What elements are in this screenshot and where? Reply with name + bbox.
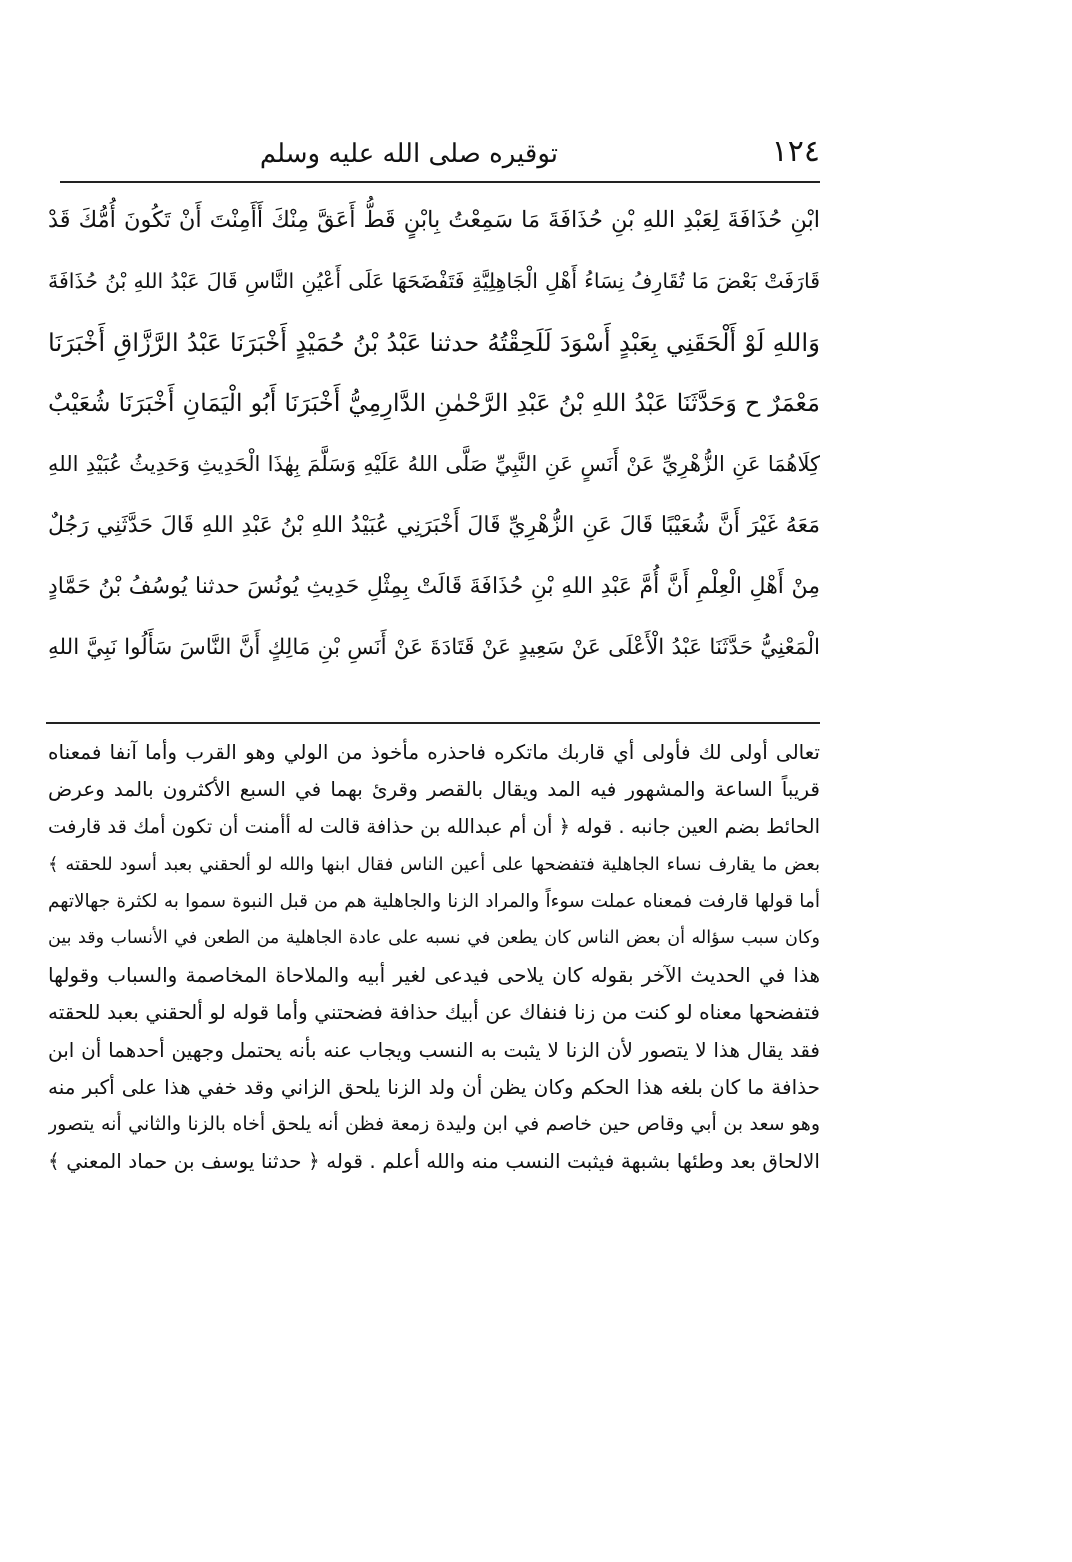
- commentary-line: تعالى أولى لك فأولى أي قاربك ماتكره فاحذره مأخوذ من الولي وهو القرب وأما آنفا فمعناه: [48, 740, 820, 764]
- commentary-line: وهو سعد بن أبي وقاص حين خاصم في ابن وليدة زمعة فظن أنه يلحق أخاه بالزنا والثاني أنه يتصور: [48, 1112, 820, 1135]
- page-header: [60, 128, 820, 178]
- hadith-line: الْمَعْنِيُّ حَدَّثَنَا عَبْدُ الْأَعْلَى عَنْ سَعِيدٍ عَنْ قَتَادَةَ عَنْ أَنَسِ بْنِ مَالِكٍ أَنَّ النَّاسَ سَأَلُوا نَبِيَّ اللهِ: [48, 635, 820, 660]
- commentary-line: الالحاق بعد وطئها بشبهة فيثبت النسب منه والله أعلم . قوله ﴿ حدثنا يوسف بن حماد المعني ﴾: [48, 1149, 820, 1174]
- header-rule: [60, 181, 820, 183]
- hadith-line: ابْنِ حُذَافَةَ لِعَبْدِ اللهِ بْنِ حُذَافَةَ مَا سَمِعْتُ بِابْنٍ قَطُّ أَعَقَّ مِنْكَ أَأَمِنْتَ أَنْ تَكُونَ أُمُّكَ قَدْ: [48, 207, 820, 233]
- hadith-line: كِلَاهُمَا عَنِ الزُّهْرِيِّ عَنْ أَنَسٍ عَنِ النَّبِيِّ صَلَّى اللهُ عَلَيْهِ وَسَلَّمَ بِهٰذَا الْحَدِيثِ وَحَدِيثُ عُبَيْدِ اللهِ: [48, 452, 820, 476]
- commentary-divider: [46, 722, 820, 724]
- hadith-text: [48, 190, 820, 678]
- commentary-text: [48, 734, 820, 1180]
- commentary-line: حذافة ما كان بلغه هذا الحكم وكان يظن أن ولد الزنا يلحق الزاني وقد خفي هذا على أكبر منه: [48, 1074, 820, 1099]
- commentary-line: أما قولها قارفت فمعناه عملت سوءاً والمراد الزنا والجاهلية هم من قبل النبوة سموا به لكثرة جهالاتهم: [48, 890, 820, 912]
- commentary-line: بعض ما يقارف نساء الجاهلية فتفضحها على أعين الناس فقال ابنها والله لو ألحقني بعبد أسود للحقته ﴾: [48, 853, 820, 875]
- hadith-line: مَعَهُ غَيْرَ أَنَّ شُعَيْبًا قَالَ عَنِ الزُّهْرِيِّ قَالَ أَخْبَرَنِي عُبَيْدُ اللهِ بْنُ عَبْدِ اللهِ قَالَ حَدَّثَنِي رَجُلٌ: [48, 513, 820, 538]
- hadith-line: مَعْمَرٌ ح وَحَدَّثَنَا عَبْدُ اللهِ بْنُ عَبْدِ الرَّحْمٰنِ الدَّارِمِيُّ أَخْبَرَنَا أَبُو الْيَمَانِ أَخْبَرَنَا شُعَيْبٌ: [48, 389, 820, 417]
- running-title: توقيره صلى الله عليه وسلم: [259, 139, 558, 169]
- commentary-line: فقد يقال هذا لا يتصور لأن الزنا لا يثبت به النسب ويجاب عنه بأنه يحتمل وجهين أحدهما أن ابن: [48, 1037, 820, 1062]
- commentary-line: فتفضحها معناه لو كنت من زنا فنفاك عن أبيك حذافة فضحتني وأما قوله لو ألحقني بعبد للحقته: [48, 1000, 820, 1025]
- commentary-line: قريباً الساعة والمشهور فيه المد ويقال بالقصر وقرئ بهما في السبع الأكثرون بالمد وعرض: [48, 777, 820, 802]
- page-number: ١٢٤: [771, 134, 820, 169]
- commentary-line: هذا في الحديث الآخر بقوله كان يلاحى فيدعى لغير أبيه والملاحاة المخاصمة والسباب وقولها: [48, 963, 820, 988]
- commentary-line: وكان سبب سؤاله أن بعض الناس كان يطعن في نسبه على عادة الجاهلية من الطعن في الأنساب وقد بين: [48, 927, 820, 948]
- hadith-line: مِنْ أَهْلِ الْعِلْمِ أَنَّ أُمَّ عَبْدِ اللهِ بْنِ حُذَافَةَ قَالَتْ بِمِثْلِ حَدِيثِ يُونُسَ حدثنا يُوسُفُ بْنُ حَمَّادٍ: [48, 574, 820, 599]
- hadith-line: قَارَفَتْ بَعْضَ مَا تُقَارِفُ نِسَاءُ أَهْلِ الْجَاهِلِيَّةِ فَتَفْضَحَهَا عَلَى أَعْيُنِ النَّاسِ قَالَ عَبْدُ اللهِ بْنُ حُذَافَةَ: [48, 269, 820, 293]
- hadith-line: وَاللهِ لَوْ أَلْحَقَنِي بِعَبْدٍ أَسْوَدَ لَلَحِقْتُهُ حدثنا عَبْدُ بْنُ حُمَيْدٍ أَخْبَرَنَا عَبْدُ الرَّزَّاقِ أَخْبَرَنَا: [48, 328, 820, 357]
- commentary-line: الحائط بضم العين جانبه . قوله ﴿ أن أم عبدالله بن حذافة قالت له أأمنت أن تكون أمك قد قارفت: [48, 815, 820, 839]
